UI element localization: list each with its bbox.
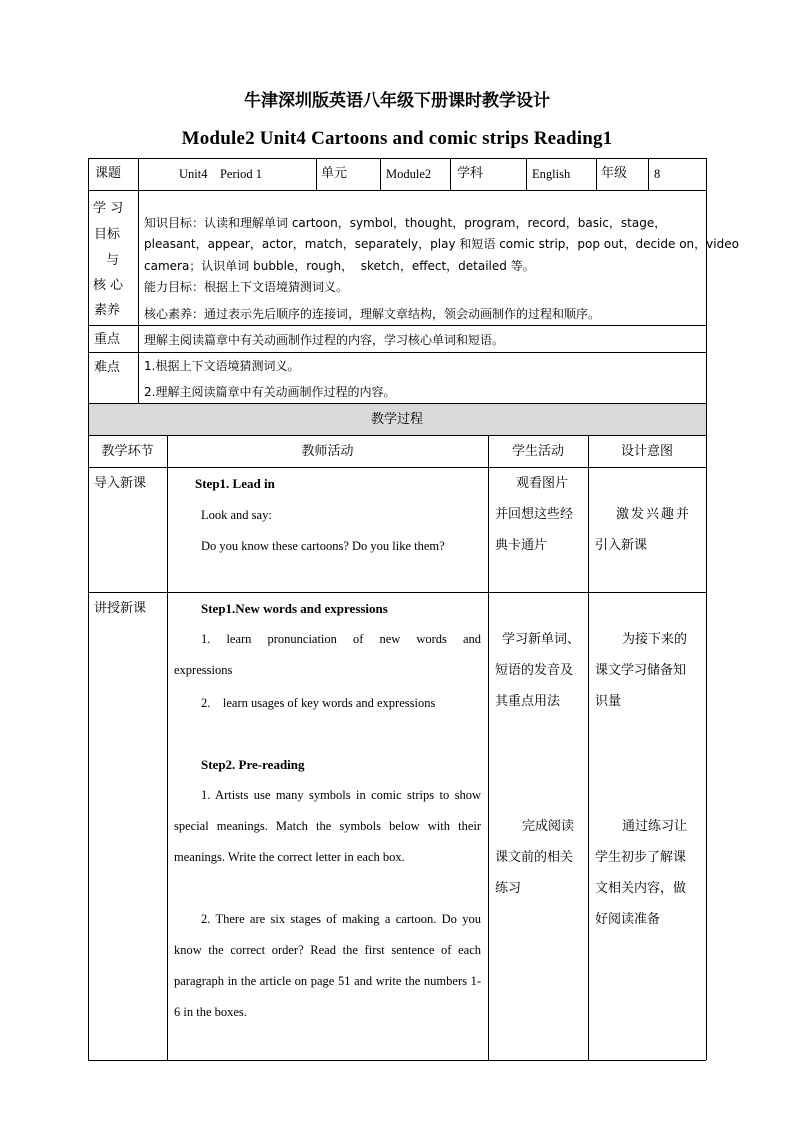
- difficult-point-line2: 2.理解主阅读篇章中有关动画制作过程的内容。: [144, 385, 396, 399]
- difficult-point-label: 难点: [94, 360, 121, 375]
- goals-label-line: 目标: [94, 227, 121, 242]
- goals-label-line: 学 习: [93, 201, 124, 216]
- teacher-activity-line: Look and say:: [201, 508, 272, 522]
- student-line: 典卡通片: [495, 538, 548, 553]
- rule: [380, 158, 381, 190]
- rule: [648, 158, 649, 190]
- rule: [138, 158, 139, 403]
- step-heading: Step1. Lead in: [195, 476, 275, 491]
- intent-line: 识量: [595, 694, 622, 709]
- rule: [88, 467, 706, 468]
- process-header: 教学过程: [370, 412, 423, 427]
- knowledge-goal-line3: camera；认识单词 bubble，rough， sketch，effect，detailed 等。: [144, 259, 535, 273]
- column-header-intent: 设计意图: [620, 444, 673, 459]
- goals-label-line: 核 心: [93, 278, 124, 293]
- rule: [316, 158, 317, 190]
- rule: [88, 592, 706, 593]
- unit-value: Module2: [386, 167, 432, 181]
- knowledge-goal-line2: pleasant，appear，actor，match，separately，play 和短语 comic strip，pop out，decide on，video: [144, 237, 739, 251]
- topic-value: Unit4 Period 1: [179, 167, 262, 181]
- core-literacy: 核心素养：通过表示先后顺序的连接词，理解文章结构，领会动画制作的过程和顺序。: [144, 307, 601, 321]
- intent-line: 学生初步了解课: [595, 850, 687, 865]
- key-point-label: 重点: [94, 332, 121, 347]
- rule: [588, 435, 589, 1060]
- knowledge-goal-line1: 知识目标：认读和理解单词 cartoon，symbol，thought，program，record，basic，stage，: [144, 216, 667, 230]
- student-line: 完成阅读: [522, 819, 575, 834]
- student-activity-new: [495, 624, 587, 717]
- teacher-activity-line: Do you know these cartoons? Do you like them?: [201, 539, 445, 553]
- student-line: 练习: [495, 881, 522, 896]
- subject-label: 学科: [457, 166, 484, 181]
- student-line: 观看图片: [516, 476, 569, 491]
- grade-label: 年级: [601, 166, 628, 181]
- teacher-activity-item: 2. There are six stages of making a cartoon. Do you know the correct order? Read the first sentence of each paragraph in the article on page 51 and write the numbers 1-6 in the boxes.: [174, 912, 481, 1019]
- teacher-activity-item: 1. learn pronunciation of new words and expressions: [174, 632, 481, 677]
- intent-line: 文相关内容，做: [595, 881, 687, 896]
- unit-label: 单元: [321, 166, 348, 181]
- rule: [88, 158, 89, 1060]
- rule: [88, 158, 706, 159]
- student-line: 学习新单词、: [502, 632, 581, 647]
- student-activity-intro: [495, 468, 585, 561]
- column-header-teacher: 教师活动: [301, 444, 354, 459]
- student-line: 课文前的相关: [495, 850, 574, 865]
- subject-value: English: [532, 167, 571, 181]
- rule: [88, 352, 706, 353]
- lesson-title: Module2 Unit4 Cartoons and comic strips Reading1: [181, 128, 613, 149]
- intent-new: [595, 624, 703, 717]
- rule: [88, 435, 706, 436]
- intent-line: 好阅读准备: [595, 912, 661, 927]
- intent-line: 为接下来的: [622, 632, 688, 647]
- column-header-stage: 教学环节: [101, 444, 154, 459]
- teacher-activity-item: 2. learn usages of key words and expressions: [201, 696, 436, 710]
- student-line: 并回想这些经: [495, 507, 574, 522]
- document-title: 牛津深圳版英语八年级下册课时教学设计: [244, 91, 550, 111]
- grade-value: 8: [654, 167, 661, 181]
- intent-line: 引入新课: [595, 538, 648, 553]
- rule: [88, 403, 706, 404]
- rule: [596, 158, 597, 190]
- rule: [706, 158, 707, 1060]
- topic-label: 课题: [95, 166, 122, 181]
- intent-line: 激发兴趣并: [616, 507, 692, 522]
- teacher-activity-item: 1. Artists use many symbols in comic strips to show special meanings. Match the symbols below with their meanings. Write the correct letter in each box.: [174, 788, 481, 864]
- intent-line: 通过练习让: [622, 819, 688, 834]
- goals-label-line: 与: [106, 253, 120, 268]
- stage-label-intro: 导入新课: [94, 476, 147, 491]
- student-line: 其重点用法: [495, 694, 561, 709]
- rule: [526, 158, 527, 190]
- ability-goal: 能力目标：根据上下文语境猜测词义。: [144, 280, 349, 294]
- step-heading: Step2. Pre-reading: [201, 757, 305, 772]
- difficult-point-line1: 1.根据上下文语境猜测词义。: [144, 359, 300, 373]
- rule: [88, 190, 706, 191]
- intent-prereading: [595, 811, 703, 935]
- rule: [88, 1060, 706, 1061]
- intent-intro: [595, 499, 703, 561]
- stage-label-new: 讲授新课: [94, 601, 147, 616]
- rule: [450, 158, 451, 190]
- column-header-student: 学生活动: [511, 444, 564, 459]
- intent-line: 课文学习储备知: [595, 663, 687, 678]
- rule: [167, 435, 168, 1060]
- goals-label-line: 素养: [94, 303, 121, 318]
- key-point-text: 理解主阅读篇章中有关动画制作过程的内容，学习核心单词和短语。: [144, 333, 505, 347]
- step-heading: Step1.New words and expressions: [201, 601, 388, 616]
- rule: [488, 435, 489, 1060]
- student-line: 短语的发音及: [495, 663, 574, 678]
- student-activity-prereading: [495, 811, 587, 904]
- rule: [88, 325, 706, 326]
